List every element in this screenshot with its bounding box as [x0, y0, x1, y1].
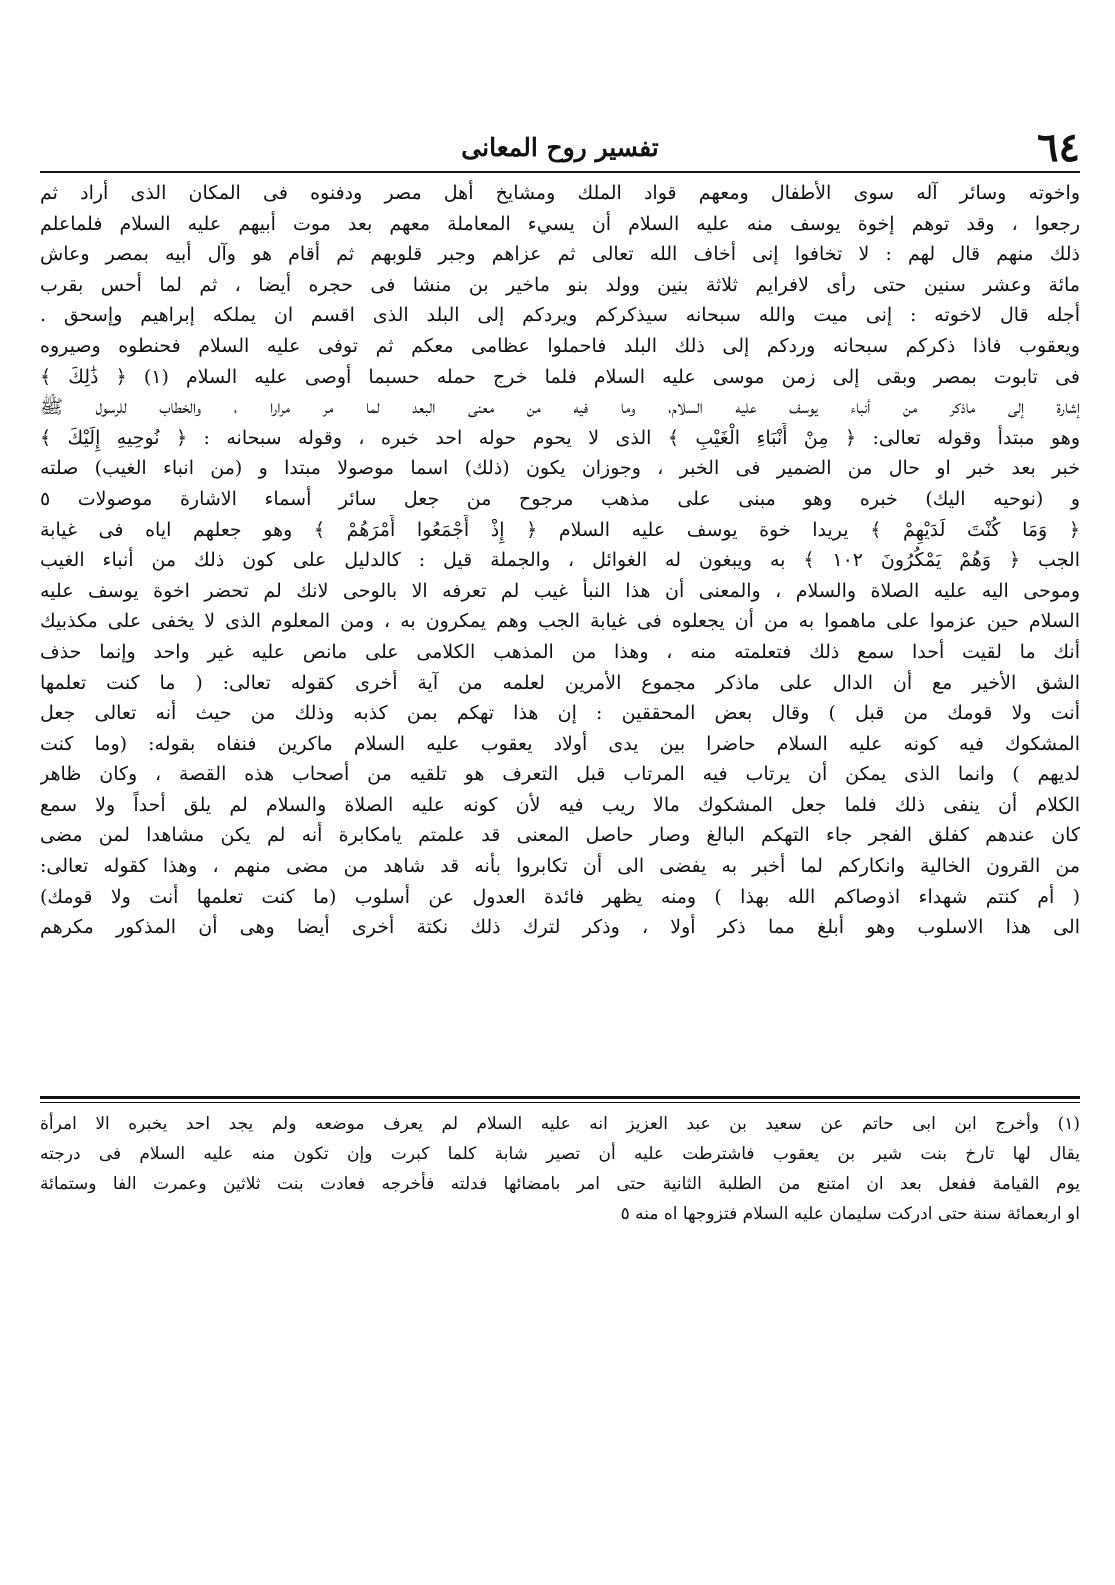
footnote [40, 1109, 1080, 1229]
text-line: أنت ولا قومك من قبل ) وقال بعض المحققين : إن هذا تهكم بمن كذبه وذلك من حيث أنه تعالى جعل [40, 702, 1080, 725]
text-line: المشكوك فيه كونه عليه السلام حاضرا بين يدى أولاد يعقوب عليه السلام ماكرين فنفاه بقوله: (وما كنت [40, 732, 1080, 755]
text-line: ﴿ وَمَا كُنْتَ لَدَيْهِمْ ﴾ يريدا خوة يوسف عليه السلام ﴿ إِذْ أَجْمَعُوا أَمْرَهُمْ ﴾ وهو جعلهم اياه فى غيابة [40, 518, 1080, 541]
text-line: إشارة إلى ماذكر من أنباء يوسف عليه السلام، وما فيه من معنى البعد لما مر مرارا ، والخطاب للرسول ﷺ [40, 396, 1080, 419]
text-line [40, 973, 1080, 1004]
text-line: ذلك منهم قال لهم : لا تخافوا إنى أخاف الله تعالى ثم عزاهم وجبر قلوبهم ثم أقام هو وآل أبيه بمصر وعاش [40, 243, 1080, 266]
text-line: ( أم كنتم شهداء اذوصاكم الله بهذا ) ومنه يظهر فائدة العدول عن أسلوب (ما كنت تعلمها أنت ولا قومك) [40, 885, 1080, 908]
text-line [40, 1035, 1080, 1066]
text-line: أنك ما لقيت أحدا سمع ذلك فتعلمته منه ، وهذا من المذهب الكلامى على مانص عليه غير واحد وإنما حذف [40, 640, 1080, 663]
text-line: كان عندهم كفلق الفجر جاء التهكم البالغ وصار حاصل المعنى قد علمتم يامكابرة أنه لم يكن مشاهدا لمن مضى [40, 824, 1080, 847]
footnote-divider [40, 1096, 1080, 1099]
text-line: السلام حين عزموا على ماهموا به من أن يجعلوه فى غيابة الجب وهم يمكرون به ، ومن المعلوم الذى لا يخفى على مكذبيك [40, 610, 1080, 633]
text-line: فى تابوت بمصر وبقى إلى زمن موسى عليه السلام فلما خرج حمله حسبما أوصى عليه السلام (١) ﴿ ذَٰلِكَ ﴾ [40, 365, 1080, 388]
text-line: واخوته وسائر آله سوى الأطفال ومعهم قواد الملك ومشايخ أهل مصر ودفنوه فى المكان الذى أراد ثم [40, 182, 1080, 204]
text-line: الى هذا الاسلوب وهو أبلغ مما ذكر أولا ، وذكر لترك ذلك نكتة أخرى أيضا وهى أن المذكور مكرهم [40, 916, 1080, 939]
running-title: تفسير روح المعانى [461, 133, 659, 162]
text-line: وهو مبتدأ وقوله تعالى: ﴿ مِنْ أَنْبَاءِ الْغَيْبِ ﴾ الذى لا يحوم حوله احد خبره ، وقوله سبحانه : ﴿ نُوحِيهِ إِلَيْكَ ﴾ [40, 426, 1080, 449]
text-line: وموحى اليه عليه الصلاة والسلام ، والمعنى أن هذا النبأ غيب لم تعرفه الا بالوحى لانك لم تحضر اخوة يوسف عليه [40, 579, 1080, 602]
text-line: أجله قال لاخوته : إنى ميت والله سبحانه سيذكركم ويردكم إلى البلد الذى اقسم ان يملكه إبراهيم وإسحق . [40, 304, 1080, 327]
text-line: الجب ﴿ وَهُمْ يَمْكُرُونَ ١٠٢ ﴾ به ويبغون له الغوائل ، والجملة قيل : كالدليل على كون ذلك من أنباء الغيب [40, 549, 1080, 572]
page-header [40, 124, 1080, 171]
text-line: ويعقوب فاذا ذكركم سبحانه وردكم إلى ذلك البلد فاحملوا عظامى معكم ثم توفى عليه السلام فحنطوه وصيروه [40, 334, 1080, 357]
text-line: الكلام أن ينفى ذلك فلما جعل المشكوك مالا ريب فيه لأن كونه عليه الصلاة والسلام لم يلق أحداً ولا سمع [40, 793, 1080, 816]
text-line: مائة وعشر سنين حتى رأى لافرايم ثلاثة بنين وولد بنو ماخير بن منشا فى حجره أيضا ، ثم لما أحس بقرب [40, 273, 1080, 296]
text-line [40, 943, 1080, 974]
footnote-line: (١) وأخرج ابن ابى حاتم عن سعيد بن عبد العزيز انه عليه السلام لم يعرف موضعه ولم يجد احد يخبره الا امرأة [40, 1114, 1080, 1134]
text-line: من القرون الخالية وانكاركم لما أخبر به يفضى الى أن تكابروا بأنه قد شاهد من مضى منهم ، وهذا كقوله تعالى: [40, 855, 1080, 878]
footnote-line: يقال لها تارخ بنت شير بن يعقوب فاشترطت عليه أن تصير شابة كلما كبرت وإن تكون منه عليه السلام فى درجته [40, 1144, 1080, 1164]
text-line: الشق الأخير مع أن الدال على ماذكر مجموع الأمرين لعلمه من آية أخرى كقوله تعالى: ( ما كنت تعلمها [40, 671, 1080, 694]
header-rule [40, 171, 1080, 173]
text-line: لديهم ) وانما الذى يمكن أن يرتاب فيه المرتاب قبل التعرف هو تلقيه من أصحاب هذه القصة ، وكان ظاهر [40, 763, 1080, 786]
text-line: و (نوحيه اليك) خبره وهو مبنى على مذهب مرجوح من جعل سائر أسماء الاشارة موصولات ٥ [40, 487, 1080, 510]
footnote-line: يوم القيامة ففعل بعد ان امتنع من الطلبة الثانية حتى امر بامضائها فدلته فأخرجه فعادت بنت ثلاثين وعمرت الفا وستمائة [40, 1174, 1080, 1194]
text-line: رجعوا ، وقد توهم إخوة يوسف منه عليه السلام أن يسيء المعاملة معهم بعد موت أبيهم عليه السلام فلماعلم [40, 212, 1080, 235]
text-line: خبر بعد خبر او حال من الضمير فى الخبر ، وجوزان يكون (ذلك) اسما موصولا مبتدا و (من انباء الغيب) صلته [40, 457, 1080, 480]
footnote-divider-thin [40, 1102, 1080, 1103]
footnote-line: او اربعمائة سنة حتى ادركت سليمان عليه السلام فتزوجها اه منه ٥ [620, 1204, 1080, 1224]
page-number: ٦٤ [1037, 124, 1080, 171]
text-line [40, 1004, 1080, 1035]
body-text [40, 178, 1080, 1065]
